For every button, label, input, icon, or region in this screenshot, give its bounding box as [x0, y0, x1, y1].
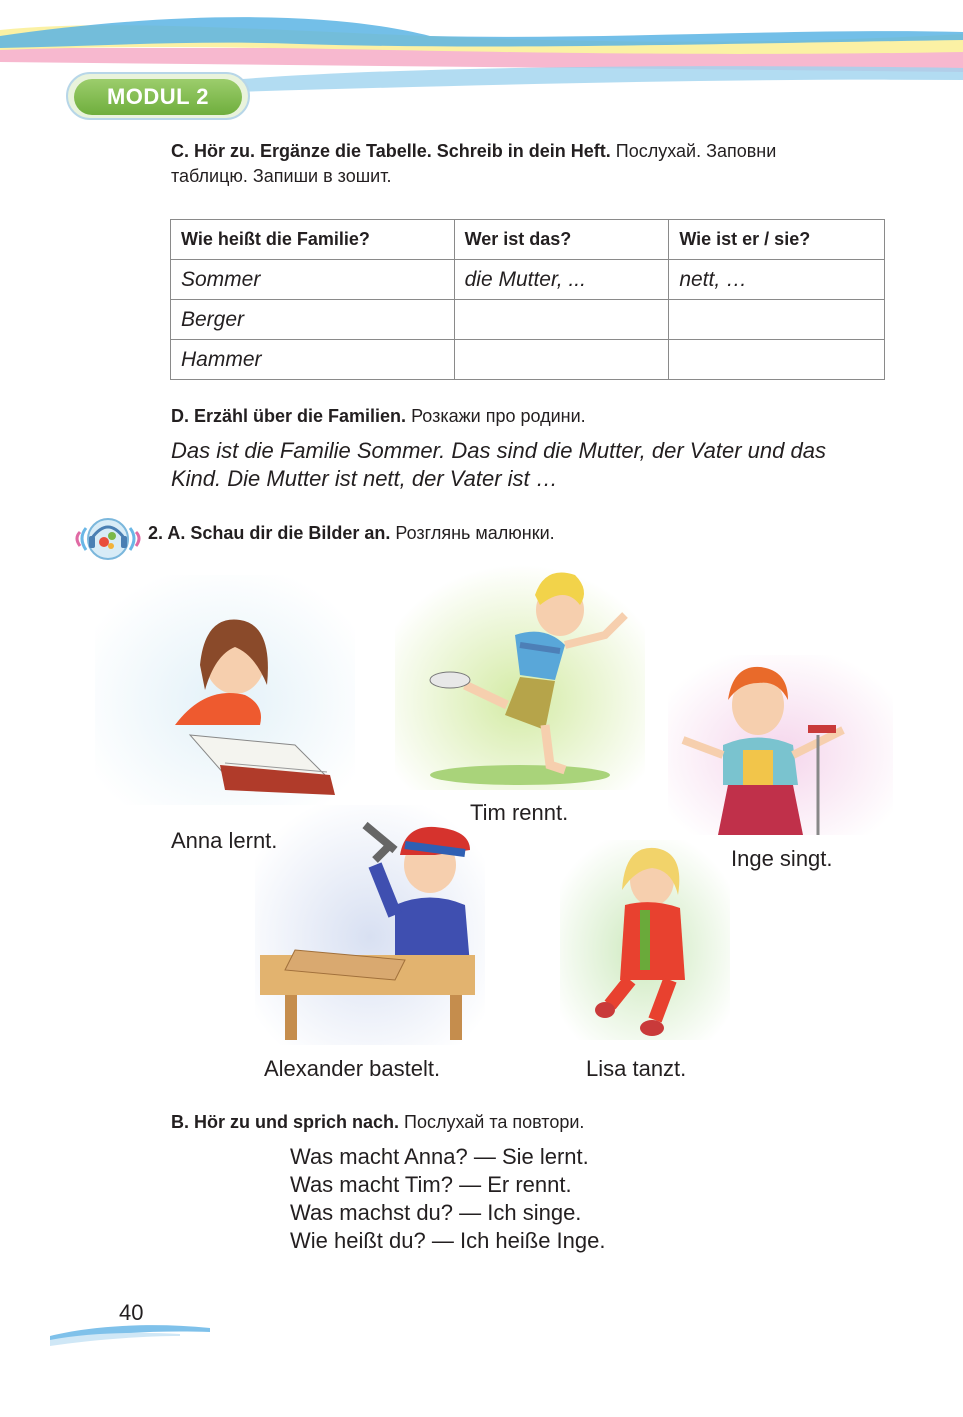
- table-row: [171, 340, 885, 380]
- page-number: 40: [119, 1300, 144, 1325]
- caption-alexander: Alexander bastelt.: [264, 1056, 441, 1081]
- caption-tim: Tim rennt.: [470, 800, 569, 825]
- table-row: [171, 300, 885, 340]
- caption-lisa: Lisa tanzt.: [586, 1056, 687, 1081]
- caption-anna: Anna lernt.: [171, 828, 278, 853]
- dialog-line: Was macht Anna? — Sie lernt.: [290, 1144, 589, 1169]
- task-d-example-line: Kind. Die Mutter ist nett, der Vater ist …: [171, 466, 558, 491]
- task-d-example-line: Das ist die Familie Sommer. Das sind die Mutter, der Vater und das: [171, 438, 826, 463]
- audio-headphones-icon[interactable]: [74, 512, 142, 564]
- table-cell: [669, 340, 885, 380]
- table-row: [171, 260, 885, 300]
- table-header-row: [171, 220, 885, 260]
- task-2b-instruction-de: B. Hör zu und sprich nach.: [171, 1112, 400, 1132]
- task-d-instruction-uk: Розкажи про родини.: [406, 406, 586, 426]
- inge-singing-illustration: [668, 655, 893, 835]
- task-d-example: [171, 437, 901, 493]
- alexander-crafting-illustration: [255, 805, 485, 1045]
- task-2b-instruction: [171, 1110, 584, 1135]
- caption-inge: Inge singt.: [731, 846, 833, 871]
- table-header-cell: Wer ist das?: [454, 220, 669, 260]
- table-cell: Berger: [171, 300, 455, 340]
- task-c-instruction-uk: Послухай. Заповни: [610, 141, 777, 161]
- task-2a-instruction: [148, 521, 555, 546]
- module-label: MODUL 2: [74, 79, 242, 115]
- task-c-instruction-de: C. Hör zu. Ergänze die Tabelle. Schreib in dein Heft.: [171, 141, 611, 161]
- table-cell: Sommer: [171, 260, 455, 300]
- family-table: [170, 219, 885, 380]
- footer-wave-decoration: [50, 1318, 210, 1348]
- task-2b-instruction-uk: Послухай та повтори.: [399, 1112, 585, 1132]
- task-c-instruction-uk-line2: таблицю. Запиши в зошит.: [171, 166, 392, 186]
- task-d-instruction-de: D. Erzähl über die Familien.: [171, 406, 407, 426]
- table-cell: [669, 300, 885, 340]
- table-header-cell: Wie heißt die Familie?: [171, 220, 455, 260]
- lisa-dancing-illustration: [560, 840, 730, 1040]
- task-2a-instruction-de: 2. A. Schau dir die Bilder an.: [148, 523, 391, 543]
- table-cell: [454, 340, 669, 380]
- dialog-line: Was macht Tim? — Er rennt.: [290, 1172, 572, 1197]
- task-2a-instruction-uk: Розглянь малюнки.: [390, 523, 555, 543]
- dialog-line: Wie heißt du? — Ich heiße Inge.: [290, 1228, 606, 1253]
- table-header-cell: Wie ist er / sie?: [669, 220, 885, 260]
- table-cell: Hammer: [171, 340, 455, 380]
- tim-running-illustration: [395, 565, 645, 790]
- dialog-block: [290, 1143, 606, 1255]
- module-badge: [66, 72, 250, 120]
- task-c-instruction: [171, 139, 901, 189]
- anna-studying-illustration: [95, 575, 355, 805]
- task-d-instruction: [171, 404, 586, 429]
- dialog-line: Was machst du? — Ich singe.: [290, 1200, 582, 1225]
- table-cell: [454, 300, 669, 340]
- table-cell: nett, …: [669, 260, 885, 300]
- table-cell: die Mutter, ...: [454, 260, 669, 300]
